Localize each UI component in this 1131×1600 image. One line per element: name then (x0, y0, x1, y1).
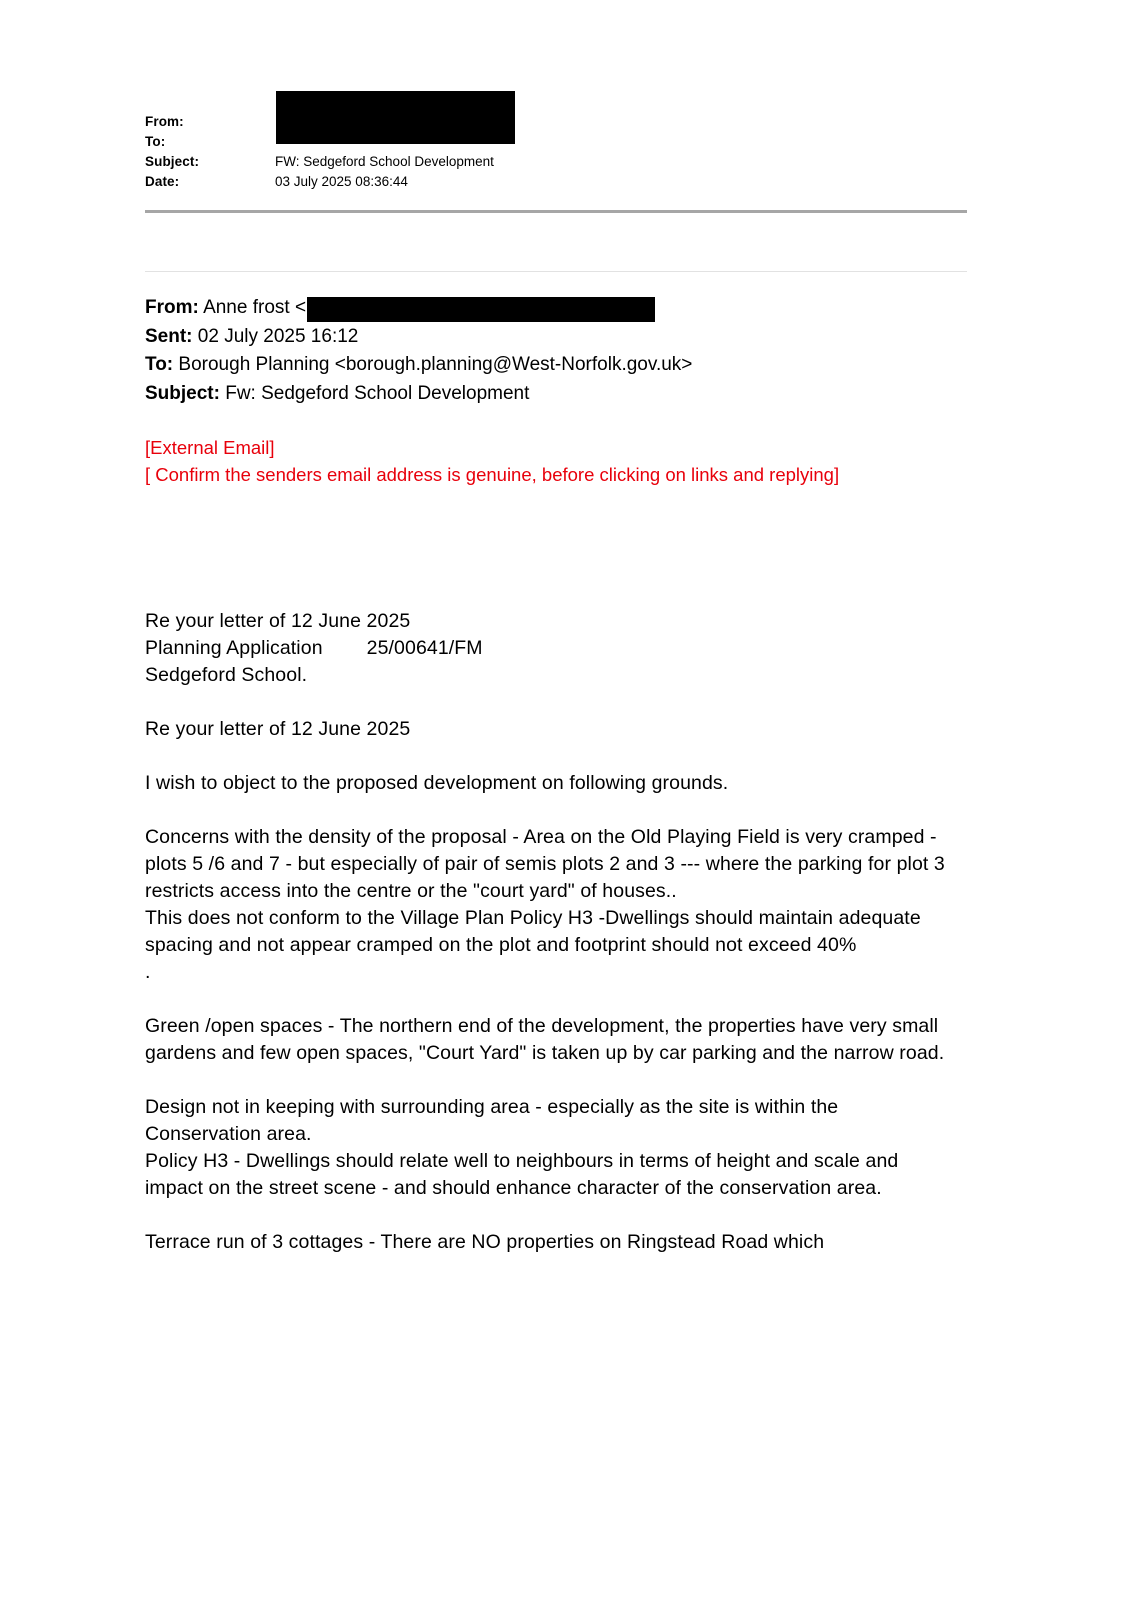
header-label-to: To: (145, 134, 166, 149)
density-line-1: Concerns with the density of the proposal - Area on the Old Playing Field is very cramped - (145, 826, 937, 848)
secondary-divider (145, 271, 967, 272)
quoted-sent-value: 02 July 2025 16:12 (197, 325, 359, 347)
paragraph-terrace (145, 1229, 975, 1256)
quoted-sent-line (145, 323, 975, 352)
design-line-2: Conservation area. (145, 1123, 312, 1145)
density-line-4: This does not conform to the Village Plan Policy H3 -Dwellings should maintain adequate (145, 907, 921, 929)
header-label-from: From: (145, 114, 184, 129)
density-line-3: restricts access into the centre or the "court yard" of houses.. (145, 880, 677, 902)
header-divider (145, 210, 967, 213)
density-line-6: . (145, 961, 151, 983)
design-line-4: impact on the street scene - and should enhance character of the conservation area. (145, 1177, 882, 1199)
external-email-advice: [ Confirm the senders email address is genuine, before clicking on links and replying] (145, 464, 840, 485)
header-value-subject: FW: Sedgeford School Development (275, 154, 494, 169)
objection-statement: I wish to object to the proposed development on following grounds. (145, 772, 729, 794)
quoted-from-value: Anne frost < (203, 297, 307, 318)
header-value-date: 03 July 2025 08:36:44 (275, 174, 408, 189)
paragraph-density (145, 824, 975, 986)
design-line-3: Policy H3 - Dwellings should relate well to neighbours in terms of height and scale and (145, 1150, 899, 1172)
document-content (145, 0, 975, 1256)
terrace-line-1: Terrace run of 3 cottages - There are NO properties on Ringstead Road which (145, 1231, 825, 1253)
email-header (145, 112, 975, 192)
external-email-tag: [External Email] (145, 437, 275, 458)
paragraph-design (145, 1094, 975, 1202)
redaction-block-header (276, 91, 515, 144)
header-row-to (145, 132, 975, 152)
header-label-date: Date: (145, 174, 180, 189)
quoted-subject-label: Subject: (145, 382, 220, 404)
redaction-block-sender-address (307, 297, 655, 322)
header-row-date (145, 172, 975, 192)
quoted-from-label: From: (145, 297, 199, 318)
header-row-from (145, 112, 975, 132)
reference-block (145, 608, 975, 689)
density-line-5: spacing and not appear cramped on the plot and footprint should not exceed 40% (145, 934, 857, 956)
quoted-sent-label: Sent: (145, 325, 193, 347)
design-line-1: Design not in keeping with surrounding area - especially as the site is within the (145, 1096, 839, 1118)
reference-application-number: 25/00641/FM (366, 637, 483, 659)
reference-application-label: Planning Application (145, 637, 323, 659)
quoted-to-value: Borough Planning <borough.planning@West-Norfolk.gov.uk> (178, 354, 693, 375)
header-label-subject: Subject: (145, 154, 200, 169)
green-line-1: Green /open spaces - The northern end of the development, the properties have very small (145, 1015, 939, 1037)
header-row-subject (145, 152, 975, 172)
quoted-to-line (145, 351, 975, 380)
external-email-warning (145, 434, 975, 488)
quoted-subject-value: Fw: Sedgeford School Development (225, 382, 530, 404)
quoted-to-label: To: (145, 354, 174, 375)
reference-letter-date: Re your letter of 12 June 2025 (145, 610, 411, 632)
reference-site: Sedgeford School. (145, 664, 308, 686)
message-body (145, 608, 975, 1256)
quoted-subject-line (145, 380, 975, 409)
quoted-message-header (145, 294, 975, 408)
paragraph-green-spaces (145, 1013, 975, 1067)
density-line-2: plots 5 /6 and 7 - but especially of pair of semis plots 2 and 3 --- where the parking for plot 3 (145, 853, 945, 875)
green-line-2: gardens and few open spaces, "Court Yard" is taken up by car parking and the narrow road. (145, 1042, 945, 1064)
reference-letter-date-repeat: Re your letter of 12 June 2025 (145, 718, 411, 740)
reference-application-line (145, 635, 975, 662)
